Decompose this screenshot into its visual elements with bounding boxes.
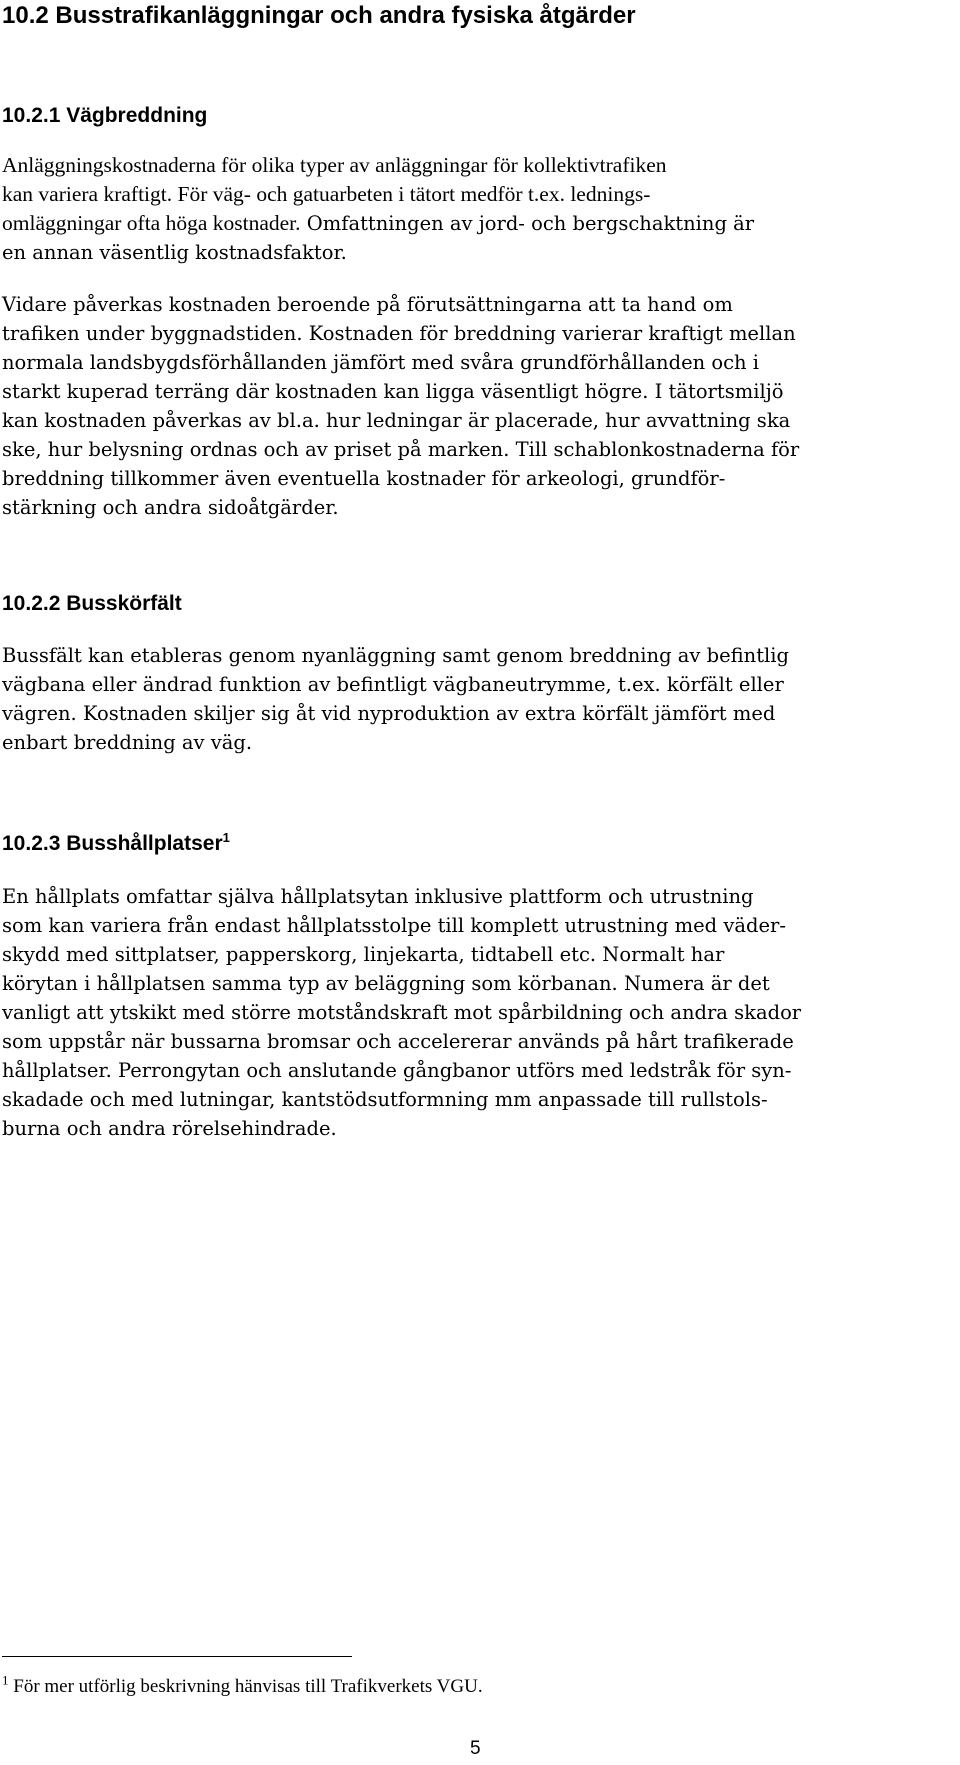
- text-line: en annan väsentlig kostnadsfaktor.: [2, 241, 347, 264]
- text-line: Bussfält kan etableras genom nyanläggning samt genom breddning av befintlig: [2, 644, 789, 667]
- section-heading-busshallplatser: [2, 832, 230, 856]
- page-number: 5: [470, 1738, 481, 1759]
- text-line: [2, 209, 754, 238]
- text-line: som uppstår när bussarna bromsar och accelererar används på hårt trafikerade: [2, 1030, 794, 1053]
- paragraph-hallplats: [2, 882, 801, 1143]
- section-heading-busskorfalt: 10.2.2 Busskörfält: [2, 592, 182, 615]
- text-line: Anläggningskostnaderna för olika typer av anläggningar för kollektivtrafiken: [2, 153, 667, 177]
- text-line: vanligt att ytskikt med större motståndskraft mot spårbildning och andra skador: [2, 1001, 802, 1024]
- text-line: skadade och med lutningar, kantstödsutformning mm anpassade till rullstols-: [2, 1088, 768, 1111]
- text-line: Vidare påverkas kostnaden beroende på förutsättningarna att ta hand om: [2, 293, 733, 316]
- text-line: stärkning och andra sidoåtgärder.: [2, 496, 339, 519]
- text-line: enbart breddning av väg.: [2, 731, 253, 754]
- text-line: breddning tillkommer även eventuella kostnader för arkeologi, grundför-: [2, 467, 726, 490]
- paragraph-anlaggningskostnader: [2, 151, 754, 267]
- text-line: En hållplats omfattar själva hållplatsytan inklusive plattform och utrustning: [2, 885, 754, 908]
- text-line: normala landsbygdsförhållanden jämfört med svåra grundförhållanden och i: [2, 351, 760, 374]
- text-line: som kan variera från endast hållplatsstolpe till komplett utrustning med väder-: [2, 914, 786, 937]
- section-heading-vagbreddning: 10.2.1 Vägbreddning: [2, 104, 208, 127]
- paragraph-vidare-paverkas: [2, 290, 799, 522]
- text-line: körytan i hållplatsen samma typ av beläggning som körbanan. Numera är det: [2, 972, 770, 995]
- text-line: skydd med sittplatser, papperskorg, linjekarta, tidtabell etc. Normalt har: [2, 943, 725, 966]
- text-segment: omläggningar ofta höga kostnader.: [2, 211, 301, 235]
- text-line: starkt kuperad terräng där kostnaden kan ligga väsentligt högre. I tätortsmiljö: [2, 380, 784, 403]
- text-line: burna och andra rörelsehindrade.: [2, 1117, 337, 1140]
- page-heading: 10.2 Busstrafikanläggningar och andra fysiska åtgärder: [2, 2, 636, 29]
- text-line: kan kostnaden påverkas av bl.a. hur ledningar är placerade, hur avvattning ska: [2, 409, 791, 432]
- footnote-text: För mer utförlig beskrivning hänvisas till Trafikverkets VGU.: [8, 1676, 483, 1697]
- footnote-mark: 1: [2, 1672, 9, 1688]
- text-line: trafiken under byggnadstiden. Kostnaden för breddning varierar kraftigt mellan: [2, 322, 796, 345]
- text-line: ske, hur belysning ordnas och av priset på marken. Till schablonkostnaderna för: [2, 438, 800, 461]
- section-heading-text: 10.2.3 Busshållplatser: [2, 832, 223, 855]
- text-line: vägren. Kostnaden skiljer sig åt vid nyproduktion av extra körfält jämfört med: [2, 702, 776, 725]
- paragraph-bussfalt: [2, 641, 789, 757]
- footnote: [2, 1672, 483, 1698]
- text-line: vägbana eller ändrad funktion av befintligt vägbaneutrymme, t.ex. körfält eller: [2, 673, 784, 696]
- footnote-divider: [2, 1656, 352, 1657]
- text-line: kan variera kraftigt. För väg- och gatuarbeten i tätort medför t.ex. lednings-: [2, 182, 651, 206]
- text-segment: Omfattningen av jord- och bergschaktning är: [300, 212, 755, 235]
- footnote-reference[interactable]: 1: [222, 830, 230, 845]
- text-line: hållplatser. Perrongytan och anslutande gångbanor utförs med ledstråk för syn-: [2, 1059, 792, 1082]
